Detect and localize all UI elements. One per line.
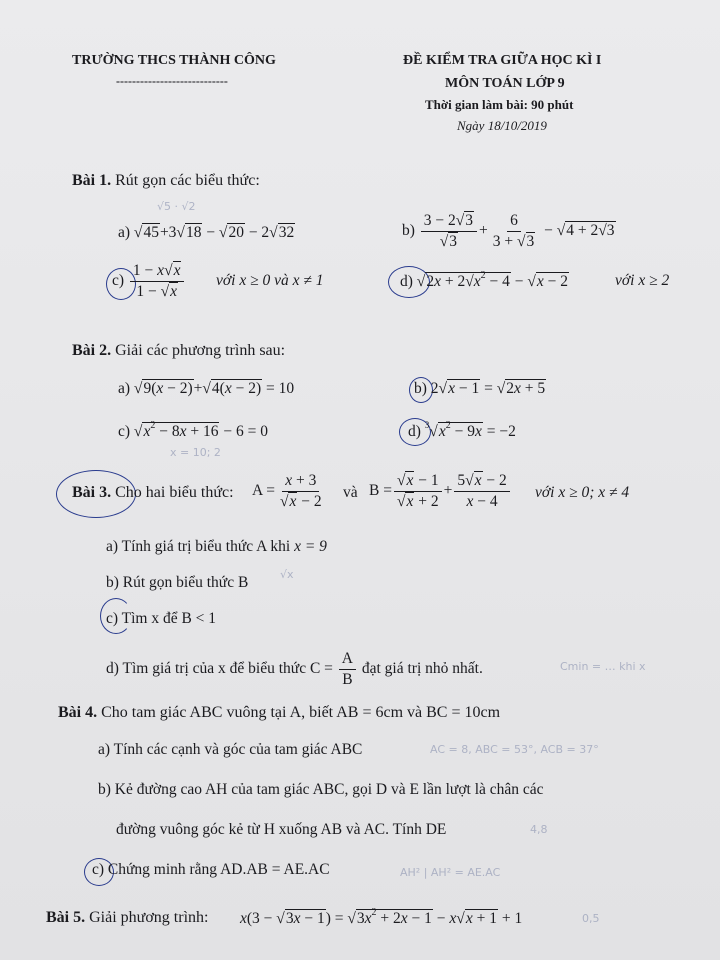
bai2-d-label: d) — [408, 423, 421, 440]
bai4-b-line1: b) Kẻ đường cao AH của tam giác ABC, gọi D và E lần lượt là chân các — [98, 781, 544, 798]
bai2-a-label: a) — [118, 380, 131, 397]
bai1-d-label: d) — [400, 273, 413, 290]
bai1-d: d) $√2x + 2√x^2 - 4 - √x - 2$ — [400, 270, 568, 290]
bai4-b-line2: đường vuông góc kẻ từ H xuống AB và AC. Tính DE — [116, 821, 447, 838]
pencil-note: 4,8 — [530, 823, 548, 836]
bai3-d: d) Tìm giá trị của x để biểu thức C = $\frac{A}{B}$ đạt giá trị nhỏ nhất. — [106, 650, 483, 688]
bai2-c: c) $√x^2 - 8x + 16 - 6 = 0$ — [118, 420, 268, 440]
pencil-note: √x — [280, 568, 294, 581]
bai1-c-label: c) — [112, 271, 125, 289]
duration: Thời gian làm bài: 90 phút — [425, 97, 574, 112]
bai3-d-text: d) Tìm giá trị của x để biểu thức C = — [106, 659, 333, 677]
bai1-b-label: b) — [402, 221, 415, 239]
pencil-note: √5 · √2 — [157, 200, 196, 213]
school-underline: ---------------------------- — [116, 74, 228, 88]
bai2-label: Bài 2. — [72, 342, 112, 359]
bai1-a: a) √45+3√18 − √20 − 2√32 — [118, 224, 295, 241]
bai3-expr-B: B = $\frac{√x - 1}{√x + 2}$ + $\frac{5√x - 2}{x - 4}$ — [369, 472, 512, 511]
bai1-d-condition: với x ≥ 2 — [615, 272, 670, 289]
subject: MÔN TOÁN LỚP 9 — [445, 76, 565, 91]
pencil-note: Cmin = … khi x — [560, 660, 646, 673]
bai1-a-label: a) — [118, 224, 131, 241]
bai2-b-label: b) — [414, 380, 427, 397]
bai3-label: Bài 3. — [72, 484, 112, 501]
bai2-d: d) $^3√x^2 - 9x = -2$ — [408, 420, 516, 440]
bai3-a — [106, 538, 327, 556]
pencil-note: x = 10; 2 — [170, 446, 221, 459]
bai4-c: c) Chứng minh rằng AD.AB = AE.AC — [92, 861, 330, 878]
bai1-b: b) $\frac{3 - 2√3}{√3}$ + $\frac{6}{3 + √3}$ − √4 + 2√3 — [402, 212, 615, 250]
bai4-a: a) Tính các cạnh và góc của tam giác ABC — [98, 741, 363, 758]
school-name: TRƯỜNG THCS THÀNH CÔNG — [72, 53, 276, 68]
bai1-label: Bài 1. — [72, 172, 112, 189]
bai1-title: Rút gọn các biểu thức: — [115, 172, 260, 189]
pencil-note: AC = 8, ABC = 53°, ACB = 37° — [430, 743, 599, 756]
bai3-expr-A: A = $\frac{x + 3}{√x - 2}$ — [252, 472, 322, 510]
bai3-c: c) Tìm x để B < 1 — [106, 610, 217, 627]
bai3-d-text-end: đạt giá trị nhỏ nhất. — [361, 659, 483, 677]
pencil-note: 0,5 — [582, 912, 600, 925]
bai3-condition: với x ≥ 0; x ≠ 4 — [535, 484, 630, 501]
bai3-title: Cho hai biểu thức: — [115, 484, 234, 501]
bai3-a-text: a) Tính giá trị biểu thức A khi — [106, 538, 291, 555]
bai2-title: Giải các phương trình sau: — [115, 342, 286, 359]
bai2-a: a) √9(x − 2)+√4(x − 2) = 10 — [118, 380, 295, 397]
bai4-label: Bài 4. — [58, 704, 98, 721]
bai2-c-label: c) — [118, 423, 131, 440]
bai5-title: Giải phương trình: — [89, 909, 209, 926]
bai3-b: b) Rút gọn biểu thức B — [106, 574, 249, 591]
bai1-c: c) $\frac{1 - x√x}{1 - √x}$ — [112, 262, 186, 301]
bai3-heading — [72, 484, 234, 502]
bai4-title: Cho tam giác ABC vuông tại A, biết AB = 6cm và BC = 10cm — [101, 704, 501, 721]
exam-title: ĐỀ KIỂM TRA GIỮA HỌC KÌ I — [403, 53, 602, 68]
bai5-label: Bài 5. — [46, 909, 86, 926]
bai5-heading — [46, 909, 208, 927]
bai1-heading — [72, 172, 260, 190]
bai2-b: b) 2√x − 1 = √2x + 5 — [414, 380, 546, 397]
bai3-and: và — [343, 484, 358, 501]
bai4-heading — [58, 704, 500, 722]
bai1-c-condition: với x ≥ 0 và x ≠ 1 — [216, 272, 324, 289]
bai3-a-value: x = 9 — [294, 538, 327, 555]
bai2-heading — [72, 342, 285, 360]
exam-date: Ngày 18/10/2019 — [457, 118, 547, 133]
pencil-note: AH² | AH² = AE.AC — [400, 866, 501, 879]
bai5-equation: $x(3 - √3x - 1) = √3x^2 + 2x - 1 - x√x + 1 + 1$ — [240, 907, 523, 927]
